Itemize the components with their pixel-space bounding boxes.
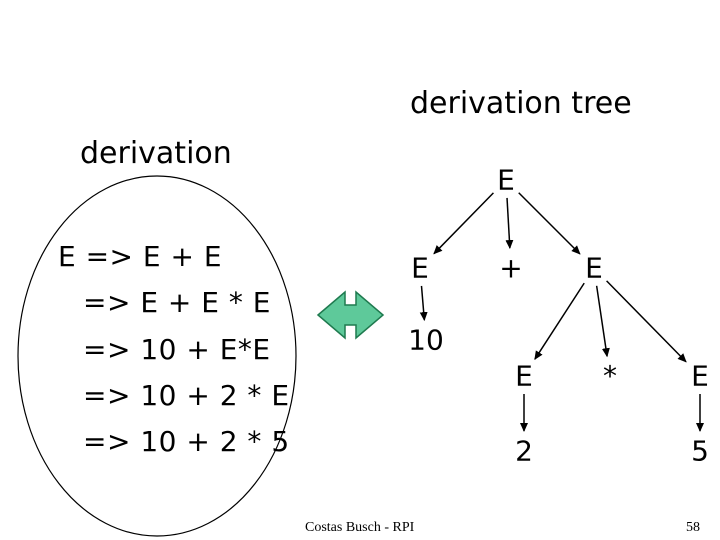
- page-number: 58: [686, 520, 700, 535]
- derivation-line-2: => E + E * E: [83, 286, 271, 319]
- derivation-line-3: => 10 + E*E: [83, 333, 271, 366]
- tree-node-label: E: [411, 251, 429, 285]
- footer-author: Costas Busch - RPI: [305, 520, 415, 535]
- tree-node-label: E: [497, 163, 515, 197]
- tree-node-two: [515, 435, 533, 468]
- tree-edge-right-e-to-star: [597, 286, 607, 356]
- tree-nodes: [408, 164, 709, 468]
- tree-node-e-mid-right: [691, 360, 709, 393]
- tree-node-root: [497, 164, 515, 197]
- tree-node-label: +: [499, 251, 523, 285]
- tree-node-label: E: [585, 251, 603, 285]
- tree-edge-right-e-to-e-mid-left: [535, 283, 584, 359]
- tree-edge-right-e-to-e-mid-right: [607, 281, 686, 362]
- tree-node-five: [691, 435, 709, 468]
- tree-node-label: 10: [408, 323, 444, 357]
- tree-node-star: [603, 360, 617, 393]
- tree-edge-left-e-to-ten: [421, 286, 424, 320]
- tree-node-label: 5: [691, 434, 709, 468]
- tree-node-label: E: [691, 359, 709, 393]
- tree-node-e-mid-left: [515, 360, 533, 393]
- tree-node-label: 2: [515, 434, 533, 468]
- tree-node-right-e: [585, 252, 603, 285]
- tree-title: derivation tree: [410, 86, 632, 121]
- tree-edges: [421, 193, 700, 431]
- tree-node-label: *: [603, 359, 617, 393]
- equivalence-arrow: [318, 292, 383, 338]
- tree-edge-root-to-plus: [507, 198, 510, 248]
- tree-node-plus: [499, 252, 522, 285]
- tree-node-ten: [408, 324, 444, 357]
- tree-node-left-e: [411, 252, 429, 285]
- derivation-line-4: => 10 + 2 * E: [83, 379, 290, 412]
- derivation-line-5: => 10 + 2 * 5: [83, 425, 290, 458]
- tree-edge-root-to-left-e: [434, 193, 493, 254]
- derivation-title: derivation: [80, 136, 232, 171]
- tree-node-label: E: [515, 359, 533, 393]
- derivation-line-1: E => E + E: [58, 240, 223, 273]
- tree-edge-root-to-right-e: [519, 193, 580, 254]
